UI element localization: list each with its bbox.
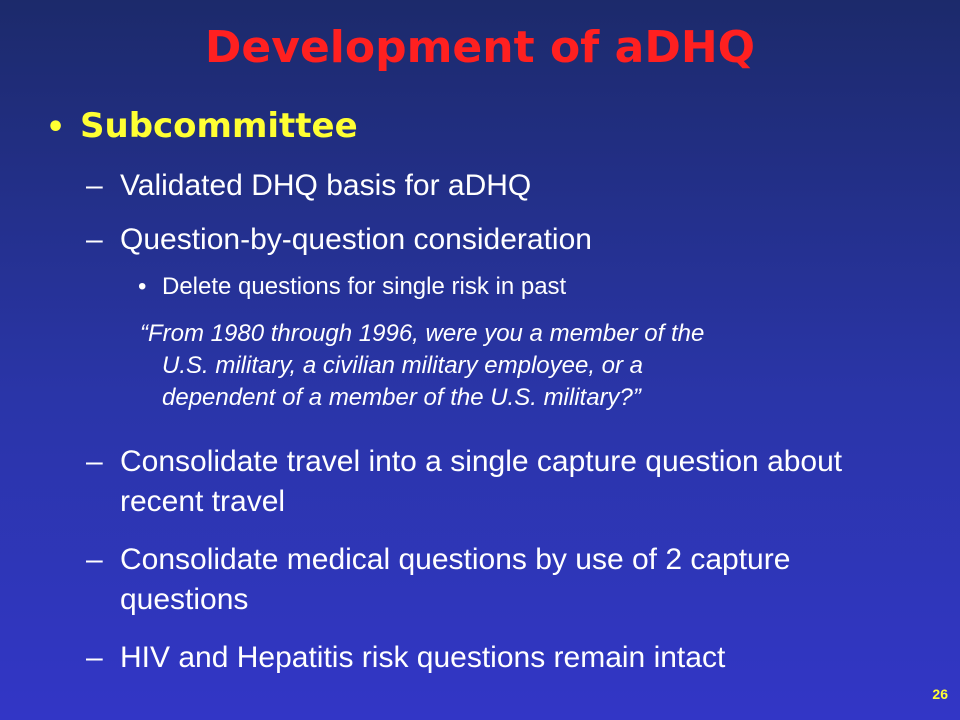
dash-marker: – (86, 445, 103, 478)
quote-line: dependent of a member of the U.S. military?” (162, 384, 641, 411)
bullet-label: Subcommittee (80, 106, 358, 146)
bullet-subcommittee (46, 106, 358, 146)
dash-marker: – (86, 223, 103, 256)
item-text: Validated DHQ basis for aDHQ (120, 169, 532, 202)
sub-bullet-delete-questions (138, 272, 566, 302)
item-text: HIV and Hepatitis risk questions remain intact (120, 641, 726, 674)
item-validated-dhq (86, 166, 920, 206)
item-consolidate-travel (86, 442, 920, 522)
bullet-marker: • (46, 110, 66, 145)
sub-bullet-text: Delete questions for single risk in past (162, 273, 567, 300)
item-consolidate-medical (86, 540, 920, 620)
item-hiv-hepatitis (86, 638, 920, 678)
slide-title: Development of aDHQ (204, 22, 756, 73)
quote-line: “From 1980 through 1996, were you a member of the (140, 320, 705, 347)
dash-marker: – (86, 543, 103, 576)
dash-marker: – (86, 169, 103, 202)
item-text: Consolidate medical questions by use of 2 capture questions (120, 543, 791, 616)
quote-line: U.S. military, a civilian military employee, or a (162, 352, 644, 379)
item-text: Question-by-question consideration (120, 223, 592, 256)
sub-bullet-marker: • (138, 273, 147, 300)
example-question-quote (140, 318, 900, 414)
page-number: 26 (932, 686, 948, 702)
item-question-by-question (86, 220, 920, 260)
item-text: Consolidate travel into a single capture question about recent travel (120, 445, 843, 518)
dash-marker: – (86, 641, 103, 674)
